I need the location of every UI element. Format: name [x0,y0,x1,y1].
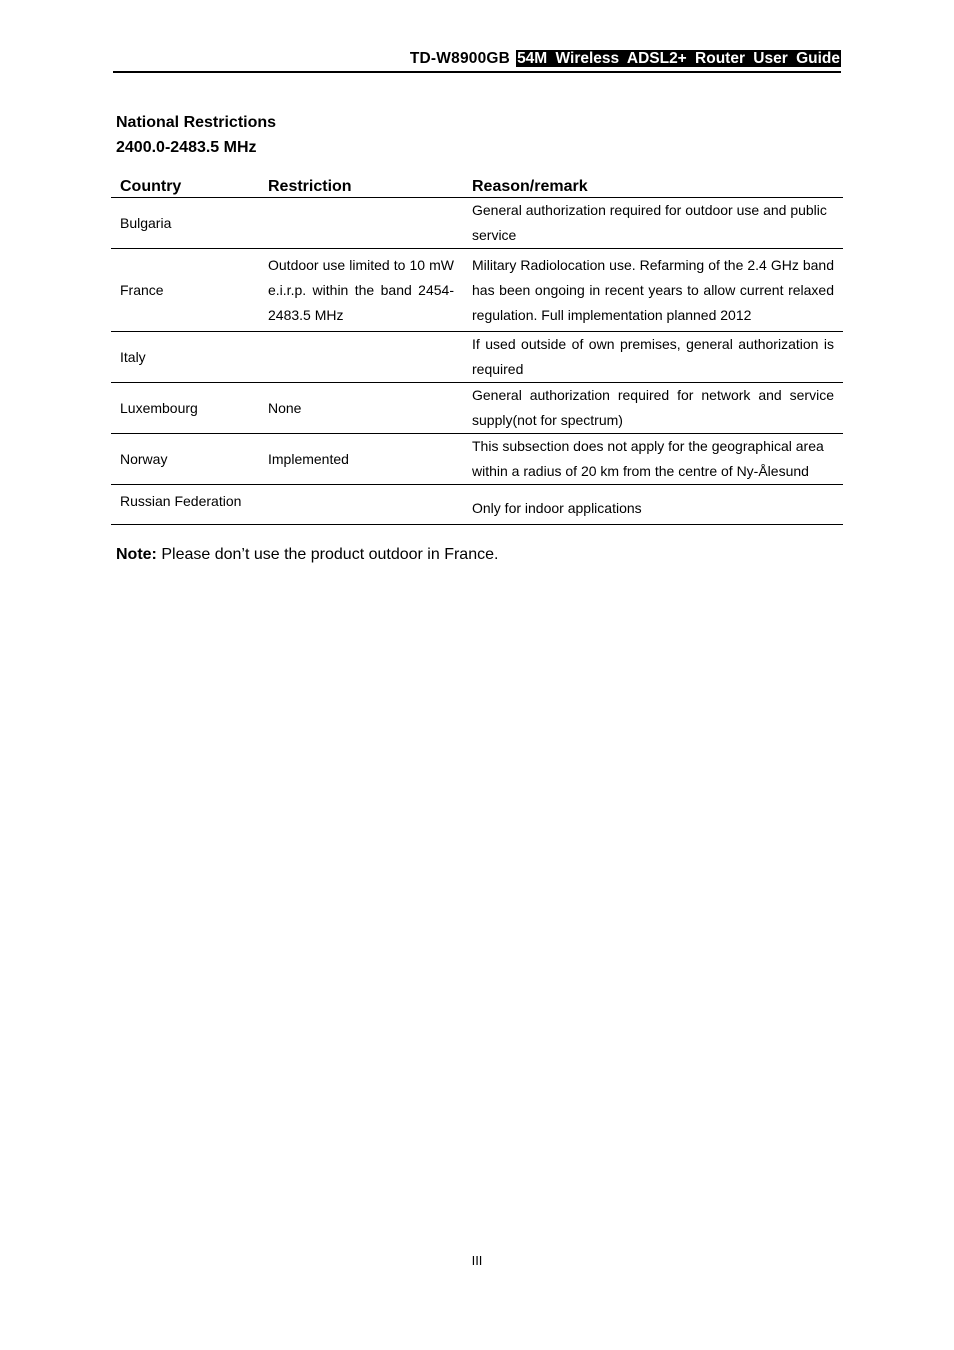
column-header-country: Country [111,170,259,198]
country-cell: Luxembourg [111,383,259,434]
reason-cell: General authorization required for network and service supply(not for spectrum) [463,383,843,434]
note-paragraph [116,545,498,565]
column-header-restriction: Restriction [259,170,463,198]
reason-cell: General authorization required for outdoor use and public service [463,198,843,249]
section-subtitle: 2400.0-2483.5 MHz [116,139,257,156]
reason-cell: Only for indoor applications [463,485,843,525]
table-row [111,383,843,434]
table-row [111,249,843,332]
country-cell: Italy [111,332,259,383]
restriction-cell: None [259,383,463,434]
table-row [111,434,843,485]
country-cell: France [111,249,259,332]
restriction-cell [259,198,463,249]
reason-cell: Military Radiolocation use. Refarming of the 2.4 GHz band has been ongoing in recent years to allow current relaxed regulation. Full implementation planned 2012 [463,249,843,332]
page-number: III [471,1253,483,1268]
section-title: National Restrictions [116,114,277,131]
page-header [113,49,841,73]
column-header-reason: Reason/remark [463,170,843,198]
note-text: Please don’t use the product outdoor in France. [156,546,499,563]
restriction-cell: Outdoor use limited to 10 mW e.i.r.p. within the band 2454-2483.5 MHz [259,249,463,332]
country-cell: Norway [111,434,259,485]
table-row [111,332,843,383]
note-label: Note: [116,546,157,563]
restriction-cell [259,332,463,383]
header-model: TD-W8900GB [409,50,511,67]
header-guide-title: 54M Wireless ADSL2+ Router User Guide [517,50,840,67]
table-row [111,485,843,525]
country-cell: Bulgaria [111,198,259,249]
restriction-cell [259,485,463,525]
restriction-cell: Implemented [259,434,463,485]
table-header-row [111,170,843,198]
reason-cell: This subsection does not apply for the geographical area within a radius of 20 km from the centre of Ny-Ålesund [463,434,843,485]
reason-cell: If used outside of own premises, general authorization is required [463,332,843,383]
table-row [111,198,843,249]
restrictions-table [111,170,843,525]
country-cell: Russian Federation [111,485,259,525]
